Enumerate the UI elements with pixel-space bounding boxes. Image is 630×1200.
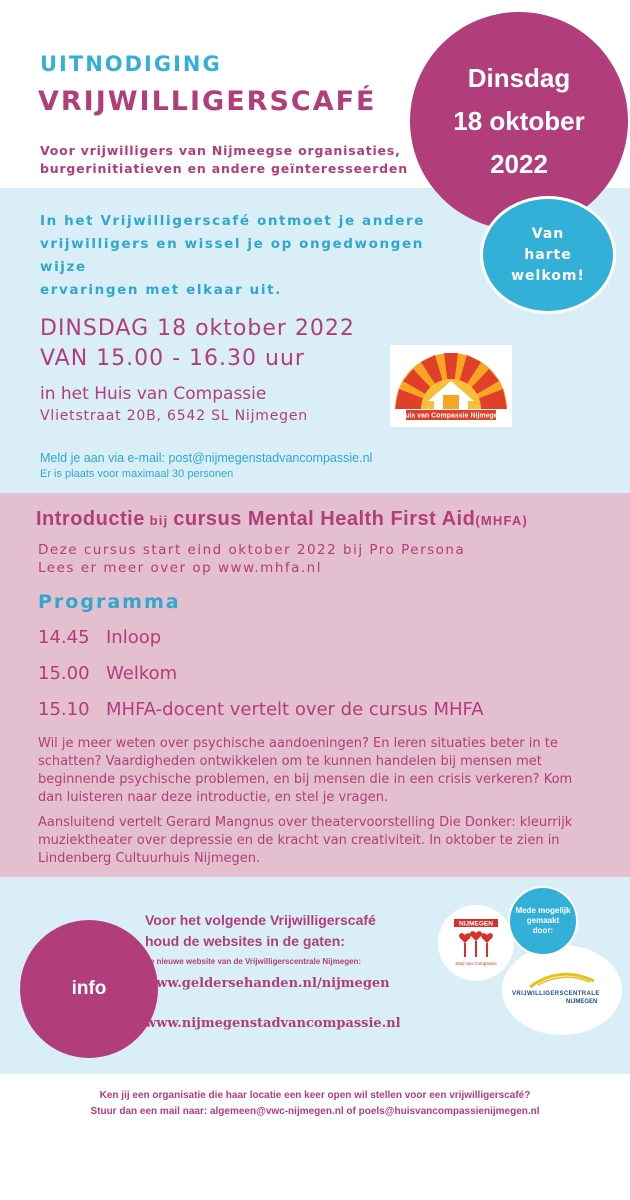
welcome-badge xyxy=(480,196,616,314)
nijmegen-logo-sub: Stad van Compassie xyxy=(455,961,497,966)
footer-contact[interactable]: Stuur dan een mail naar: algemeen@vwc-nijmegen.nl of poels@huisvancompassienijmegen.nl xyxy=(90,1106,540,1117)
programma-item xyxy=(38,699,484,720)
subtitle-line-1: Voor vrijwilligers van Nijmeegse organisaties, xyxy=(40,143,401,158)
page-subtitle xyxy=(40,142,420,178)
intro-text xyxy=(40,210,450,302)
date-badge xyxy=(410,12,628,230)
intro-line-3: ervaringen met elkaar uit. xyxy=(40,282,282,298)
date-badge-year: 2022 xyxy=(490,148,548,179)
capacity-note: Er is plaats voor maximaal 30 personen xyxy=(40,468,234,480)
info-heading-line-1: Voor het volgende Vrijwilligerscafé xyxy=(145,912,376,928)
intro-line-2: vrijwilligers en wissel je op ongedwongen wijze xyxy=(40,236,424,275)
date-badge-day: Dinsdag xyxy=(467,62,571,93)
nijmegen-logo-label: NIJMEGEN xyxy=(459,920,493,928)
mhfa-title xyxy=(36,508,528,531)
page-title: VRIJWILLIGERSCAFÉ xyxy=(38,86,377,117)
vwc-swoosh-logo xyxy=(502,945,622,1035)
info-or: of xyxy=(145,1000,155,1010)
made-line-3: door: xyxy=(532,926,554,935)
made-line-2: gemaakt xyxy=(526,916,560,925)
info-badge: info xyxy=(20,920,158,1058)
programma-label: Welkom xyxy=(106,663,178,684)
mhfa-title-b: bij xyxy=(144,513,174,528)
vwc-label-city: NIJMEGEN xyxy=(566,999,598,1005)
welcome-line-3: welkom! xyxy=(511,267,585,284)
mhfa-title-a: Introductie xyxy=(36,508,145,530)
event-time: VAN 15.00 - 16.30 uur xyxy=(40,346,305,371)
footer-question: Ken jij een organisatie die haar locatie een keer open wil stellen voor een vrijwilligerscafé? xyxy=(99,1090,531,1101)
info-website-note: de nieuwe website van de Vrijwilligerscentrale Nijmegen: xyxy=(145,957,362,966)
programma-time: 15.10 xyxy=(38,699,90,720)
website-link-geldersehanden[interactable]: www.geldersehanden.nl/nijmegen xyxy=(145,976,390,991)
vwc-logo-circle xyxy=(502,945,622,1035)
programma-time: 14.45 xyxy=(38,627,90,648)
programma-description: Wil je meer weten over psychische aandoeningen? En leren situaties beter in te schatten? Vaardigheden ontwikkelen om te kunnen handelen bij mensen met beginnende psychische problemen, en bij mensen die in een crisis verkeren? Kom dan luisteren naar deze introductie, en stel je vragen. xyxy=(38,736,573,805)
intro-line-1: In het Vrijwilligerscafé ontmoet je andere xyxy=(40,213,425,229)
made-possible-badge xyxy=(508,886,578,956)
programma-label: MHFA-docent vertelt over de cursus MHFA xyxy=(106,699,484,720)
made-line-1: Mede mogelijk xyxy=(515,906,571,915)
mhfa-course-start: Deze cursus start eind oktober 2022 bij Pro Persona xyxy=(38,542,466,558)
mhfa-title-c: cursus Mental Health First Aid xyxy=(173,508,476,530)
register-email[interactable]: Meld je aan via e-mail: post@nijmegenstadvancompassie.nl xyxy=(40,451,373,465)
programma-theatre-note: Aansluitend vertelt Gerard Mangnus over theatervoorstelling Die Donker: kleurrijk muziektheater over depressie en de kracht van creativiteit. In oktober te zien in Lindenberg Cultuurhuis Nijmegen. xyxy=(38,815,573,866)
vwc-label: VRIJWILLIGERSCENTRALE xyxy=(512,991,600,997)
subtitle-line-2: burgerinitiatieven en andere geïnteresseerden xyxy=(40,161,408,176)
hearts-people-icon xyxy=(459,931,493,957)
info-heading xyxy=(145,910,435,952)
info-heading-line-2: houd de websites in de gaten: xyxy=(145,933,345,949)
mhfa-read-more[interactable]: Lees er meer over op www.mhfa.nl xyxy=(38,560,322,576)
programma-item xyxy=(38,663,177,684)
programma-item xyxy=(38,627,161,648)
logo-caption: Huis van Compassie Nijmegen xyxy=(400,412,502,420)
programma-label: Inloop xyxy=(106,627,162,648)
date-badge-date: 18 oktober xyxy=(453,105,585,136)
event-day: DINSDAG 18 oktober 2022 xyxy=(40,316,355,341)
huis-van-compassie-logo xyxy=(390,345,512,427)
website-link-stadvancompassie[interactable]: www.nijmegenstadvancompassie.nl xyxy=(145,1016,401,1031)
event-address: Vlietstraat 20B, 6542 SL Nijmegen xyxy=(40,408,308,424)
sunburst-house-icon xyxy=(390,345,512,427)
invite-label: UITNODIGING xyxy=(40,52,222,76)
programma-time: 15.00 xyxy=(38,663,90,684)
mhfa-title-d: (MHFA) xyxy=(475,513,529,528)
welcome-line-2: harte xyxy=(524,246,572,263)
event-venue: in het Huis van Compassie xyxy=(40,384,267,404)
programma-heading: Programma xyxy=(38,591,181,613)
welcome-line-1: Van xyxy=(531,225,565,242)
